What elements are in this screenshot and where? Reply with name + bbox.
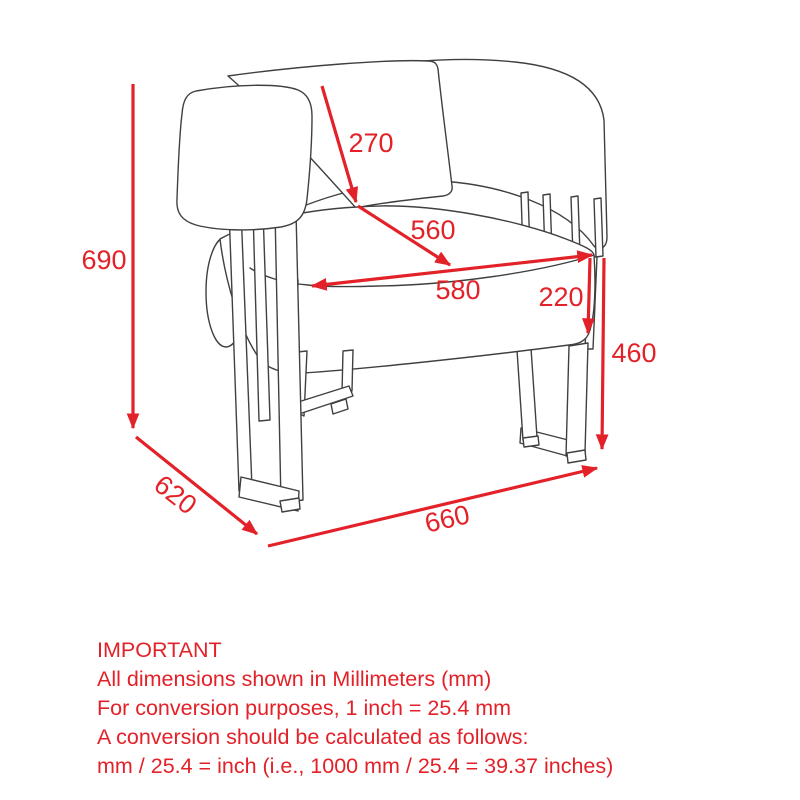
dim-line-seat-height — [602, 258, 604, 449]
right-leg-right-bar — [566, 343, 588, 456]
units-note — [97, 636, 613, 781]
dim-label-pillow-height: 270 — [348, 128, 394, 158]
right-leg-left-bar — [517, 348, 537, 440]
armrest — [177, 85, 312, 230]
units-note-line: A conversion should be calculated as follows: — [97, 725, 529, 749]
dim-label-overall-depth: 620 — [148, 469, 203, 521]
units-note-line: For conversion purposes, 1 inch = 25.4 mm — [97, 696, 512, 720]
dim-label-overall-height: 690 — [81, 245, 127, 275]
units-note-title: IMPORTANT — [97, 638, 222, 662]
units-note-line: mm / 25.4 = inch (i.e., 1000 mm / 25.4 = 39.37 inches) — [97, 754, 614, 778]
dim-line-seat-thickness — [588, 258, 590, 333]
dim-label-seat-height: 460 — [611, 338, 657, 368]
backrest-spindle — [594, 198, 603, 257]
dim-label-seat-thickness: 220 — [538, 282, 584, 312]
front-left-leg-foot — [280, 498, 300, 512]
dim-label-seat-depth: 560 — [410, 215, 456, 245]
units-note-line: All dimensions shown in Millimeters (mm) — [97, 667, 492, 691]
dim-label-seat-width: 580 — [435, 275, 481, 305]
dim-label-overall-width: 660 — [421, 499, 473, 539]
right-leg-foot — [523, 436, 539, 447]
right-leg-foot — [567, 450, 586, 463]
